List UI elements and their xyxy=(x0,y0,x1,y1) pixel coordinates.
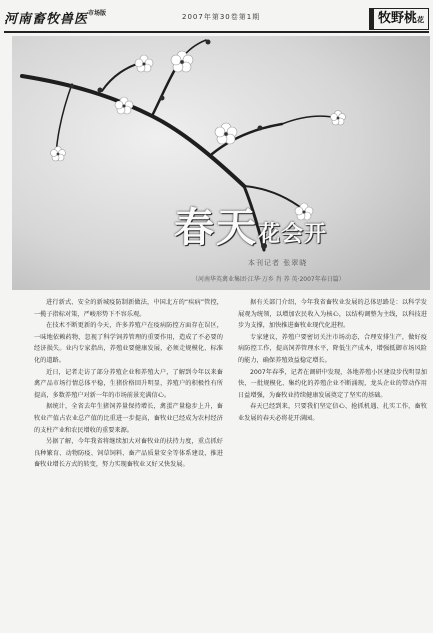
journal-title-text: 河南畜牧兽医 xyxy=(4,12,89,27)
paragraph: 另据了解，今年我省将继续加大对畜牧业的扶持力度，重点抓好良种繁育、动物防疫、饲草饲料、畜产品质量安全等体系建设，推进畜牧业增长方式的转变，努力实现畜牧业又好又快发展。 xyxy=(34,438,223,469)
paragraph: 2007年春季，记者在调研中发现，各地养殖小区建设步伐明显加快，一批规模化、集约化的养殖企业不断涌现，龙头企业的带动作用日益增强，为畜牧业持续健康发展奠定了坚实的基础。 xyxy=(238,368,427,399)
headline xyxy=(174,196,327,253)
paragraph: 据有关部门介绍，今年我省畜牧业发展的总体思路是：以科学发展观为统领，以增加农民收入为核心，以结构调整为主线，以科技进步为支撑，加快推进畜牧业现代化进程。 xyxy=(238,299,427,330)
column-title-text: 牧野桃 xyxy=(377,11,417,26)
hero-image xyxy=(12,36,430,290)
author-line: 本刊记者 张翠晓 xyxy=(248,259,308,267)
masthead-rule xyxy=(4,31,429,33)
paragraph: 近日，记者走访了部分养殖企业和养殖大户，了解到今年以来畜禽产品市场行情总体平稳，生猪价格回升明显，养殖户的积极性有所提高，多数养殖户对新一年的市场前景充满信心。 xyxy=(34,368,223,399)
issue-number: 2007年第30卷第1期 xyxy=(182,13,261,21)
paragraph: 在技术不断更新的今天，许多养殖户在疫病防控方面存在误区，一味地依赖药物，忽视了科学饲养管理的重要作用，造成了不必要的经济损失。业内专家指出，养殖业要健康发展，必须走规模化、标准化的道路。 xyxy=(34,322,223,364)
paragraph: 春天已经到来，只要我们坚定信心、抢抓机遇、扎实工作，畜牧业发展的春天必将花开满园。 xyxy=(238,403,427,422)
masthead xyxy=(4,8,429,30)
photo-caption: （河南华英禽业集团·江华·万乡 肖 养 英·2007年春日篇） xyxy=(192,276,345,283)
article-column-right xyxy=(238,297,427,627)
article-column-left xyxy=(34,297,223,627)
column-title xyxy=(369,8,429,30)
paragraph: 专家建议，养殖户要密切关注市场动态，合理安排生产，做好疫病防控工作，提高饲养管理水平，降低生产成本，增强抵御市场风险的能力，确保养殖效益稳定增长。 xyxy=(238,333,427,364)
column-title-suffix: 花 xyxy=(417,15,424,24)
headline-main: 春天 xyxy=(174,204,258,251)
headline-sub: 花会开 xyxy=(258,221,328,247)
journal-edition: 市场版 xyxy=(88,10,107,17)
paragraph: 据统计，全省去年生猪饲养量保持增长，禽蛋产量稳步上升，畜牧业产值占农业总产值的比重进一步提高，畜牧业已经成为农村经济的支柱产业和农民增收的重要来源。 xyxy=(34,403,223,434)
journal-title xyxy=(4,8,106,27)
paragraph: 进行新式、安全的新城疫防制新做法，中国北方的“疾病”管控，一揽子指标对策，严峻形势下不容乐观。 xyxy=(34,299,223,318)
